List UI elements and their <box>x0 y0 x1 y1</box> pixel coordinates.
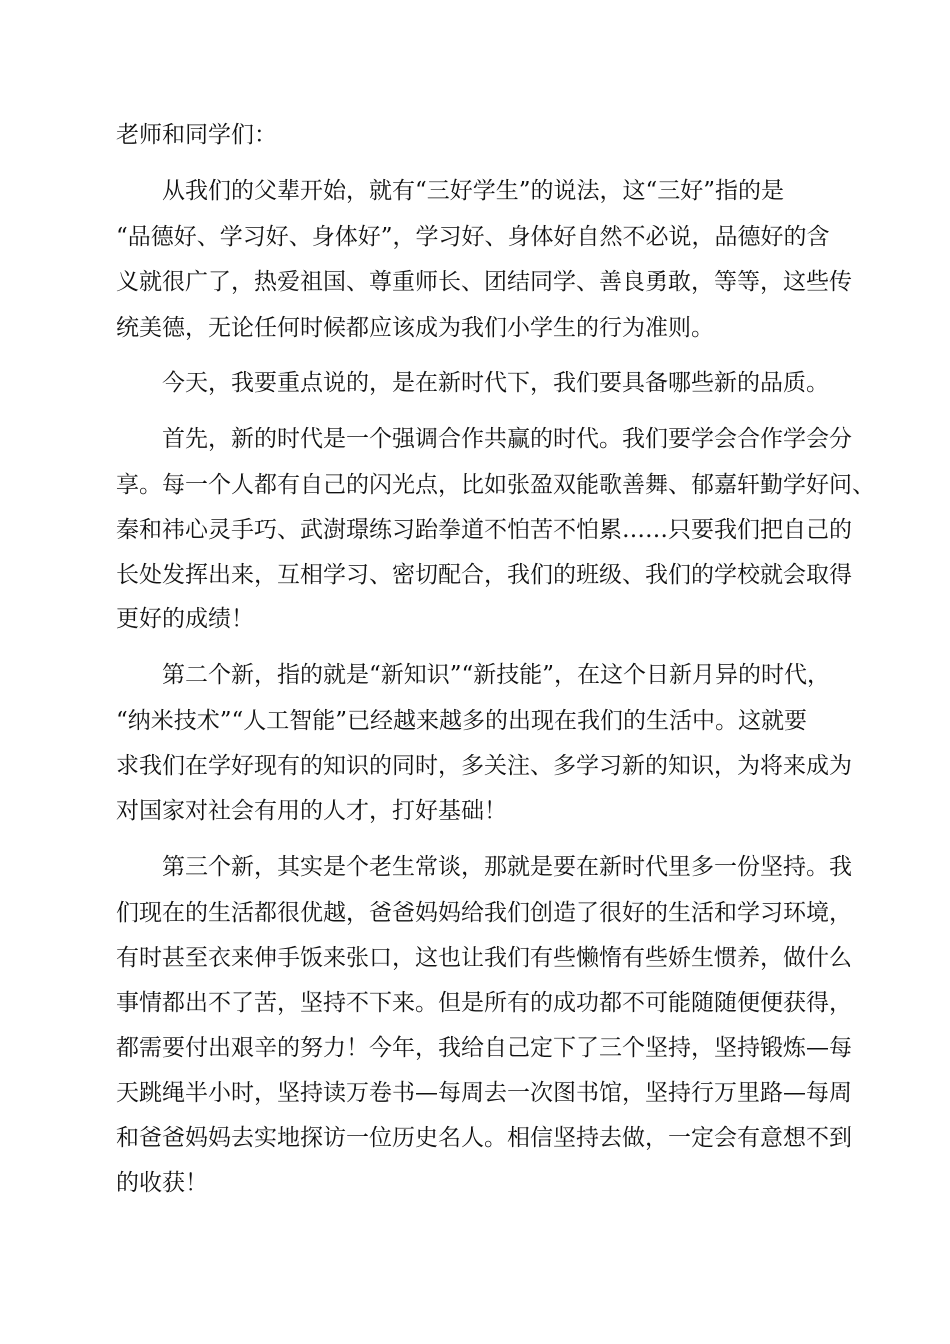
paragraph-4-line-3: 求我们在学好现有的知识的同时，多关注、多学习新的知识，为将来成为 <box>116 753 852 779</box>
paragraph-5-line-8: 的收获！ <box>116 1170 208 1196</box>
salutation: 老师和同学们： <box>116 122 277 148</box>
paragraph-4-line-2: “纳米技术”“人工智能”已经越来越多的出现在我们的生活中。这就要 <box>116 708 808 734</box>
paragraph-2-line-1: 今天，我要重点说的，是在新时代下，我们要具备哪些新的品质。 <box>162 370 829 396</box>
paragraph-3-line-4: 长处发挥出来，互相学习、密切配合，我们的班级、我们的学校就会取得 <box>116 562 852 588</box>
paragraph-3-line-5: 更好的成绩！ <box>116 606 254 632</box>
paragraph-5-line-2: 们现在的生活都很优越，爸爸妈妈给我们创造了很好的生活和学习环境， <box>116 900 852 926</box>
paragraph-5-line-6: 天跳绳半小时，坚持读万卷书—每周去一次图书馆，坚持行万里路—每周 <box>116 1080 852 1106</box>
paragraph-5-line-4: 事情都出不了苦，坚持不下来。但是所有的成功都不可能随随便便获得， <box>116 990 852 1016</box>
paragraph-1-line-4: 统美德，无论任何时候都应该成为我们小学生的行为准则。 <box>116 315 714 341</box>
paragraph-4-line-1: 第二个新，指的就是“新知识”“新技能”，在这个日新月异的时代， <box>162 662 831 688</box>
paragraph-1-line-3: 义就很广了，热爱祖国、尊重师长、团结同学、善良勇敢，等等，这些传 <box>116 269 852 295</box>
paragraph-5-line-1: 第三个新，其实是个老生常谈，那就是要在新时代里多一份坚持。我 <box>162 854 852 880</box>
paragraph-3-line-2: 享。每一个人都有自己的闪光点，比如张盈双能歌善舞、郁嘉轩勤学好问、 <box>116 472 875 498</box>
paragraph-5-line-7: 和爸爸妈妈去实地探访一位历史名人。相信坚持去做，一定会有意想不到 <box>116 1125 852 1151</box>
paragraph-5-line-3: 有时甚至衣来伸手饭来张口，这也让我们有些懒惰有些娇生惯养，做什么 <box>116 945 852 971</box>
paragraph-3-line-1: 首先，新的时代是一个强调合作共赢的时代。我们要学会合作学会分 <box>162 426 852 452</box>
paragraph-1-line-2: “品德好、学习好、身体好”，学习好、身体好自然不必说，品德好的含 <box>116 224 830 250</box>
paragraph-4-line-4: 对国家对社会有用的人才，打好基础！ <box>116 798 507 824</box>
paragraph-3-line-3: 秦和祎心灵手巧、武澍璟练习跆拳道不怕苦不怕累……只要我们把自己的 <box>116 517 852 543</box>
paragraph-5-line-5: 都需要付出艰辛的努力！今年，我给自己定下了三个坚持，坚持锻炼—每 <box>116 1035 852 1061</box>
paragraph-1-line-1: 从我们的父辈开始，就有“三好学生”的说法，这“三好”指的是 <box>162 178 785 204</box>
